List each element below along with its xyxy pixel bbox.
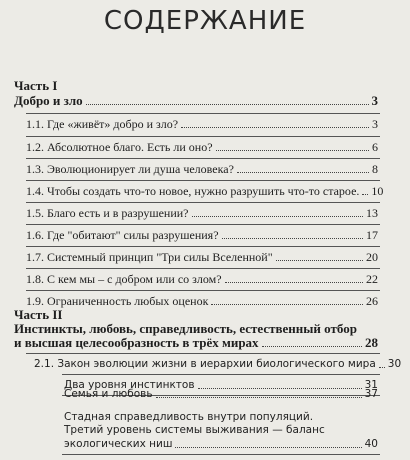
toc-item-1-9: 1.9. Ограниченность любых оценок 26 bbox=[26, 294, 378, 308]
item-underline bbox=[62, 374, 380, 375]
dot-leader bbox=[262, 346, 362, 347]
toc-item-1-8: 1.8. С кем мы – с добром или со злом? 22 bbox=[26, 272, 378, 286]
part-2-title-line-1: Инстинкты, любовь, справедливость, естественный отбор bbox=[14, 321, 357, 336]
toc-item-1-3: 1.3. Эволюционирует ли душа человека? 8 bbox=[26, 162, 378, 176]
part-2-title-row bbox=[14, 336, 378, 350]
toc-subitem-family: Семья и любовь 37 bbox=[64, 388, 378, 400]
part-1-page: 3 bbox=[371, 93, 378, 108]
toc-subitem-instincts: Два уровня инстинктов 31 bbox=[64, 379, 378, 391]
toc-item-1-6: 1.6. Где "обитают" силы разрушения? 17 bbox=[26, 228, 378, 242]
item-underline bbox=[26, 202, 380, 203]
item-underline bbox=[26, 136, 380, 137]
item-underline bbox=[26, 224, 380, 225]
toc-item-1-5: 1.5. Благо есть и в разрушении? 13 bbox=[26, 206, 378, 220]
toc-item-1-7: 1.7. Системный принцип "Три силы Вселенной" 20 bbox=[26, 250, 378, 264]
toc-subitem-justice: Стадная справедливость внутри популяций. Третий уровень системы выживания — баланс bbox=[64, 411, 325, 436]
item-underline bbox=[26, 290, 380, 291]
part-2-label: Часть II bbox=[14, 307, 63, 322]
item-underline bbox=[26, 268, 380, 269]
toc-item-1-2-row: 1.2. Абсолютное благо. Есть ли оно? 6 bbox=[26, 140, 378, 154]
toc-item-1-4: 1.4. Чтобы создать что-то новое, нужно разрушить что-то старое. 10 bbox=[26, 184, 384, 198]
item-underline bbox=[26, 353, 380, 354]
part-1-title: Добро и зло bbox=[14, 93, 83, 108]
part-1-label: Часть I bbox=[14, 78, 58, 93]
item-underline bbox=[26, 180, 380, 181]
item-underline bbox=[26, 113, 380, 114]
item-underline bbox=[26, 158, 380, 159]
toc-subitem-justice-last-line: экологических ниш 40 bbox=[64, 438, 378, 450]
part-1-title-row bbox=[14, 94, 378, 108]
part-2-title-line-2: и высшая целесообразность в трёх мирах bbox=[14, 335, 259, 350]
part-2-page: 28 bbox=[365, 335, 378, 350]
page-title: СОДЕРЖАНИЕ bbox=[103, 6, 307, 36]
item-underline bbox=[26, 246, 380, 247]
toc-item-2-1: 2.1. Закон эволюции жизни в иерархии биологического мира 30 bbox=[34, 358, 402, 370]
dot-leader bbox=[86, 104, 369, 105]
toc-item-1-1: 1.1. Где «живёт» добро и зло? 3 bbox=[26, 117, 378, 131]
item-underline bbox=[62, 454, 380, 455]
